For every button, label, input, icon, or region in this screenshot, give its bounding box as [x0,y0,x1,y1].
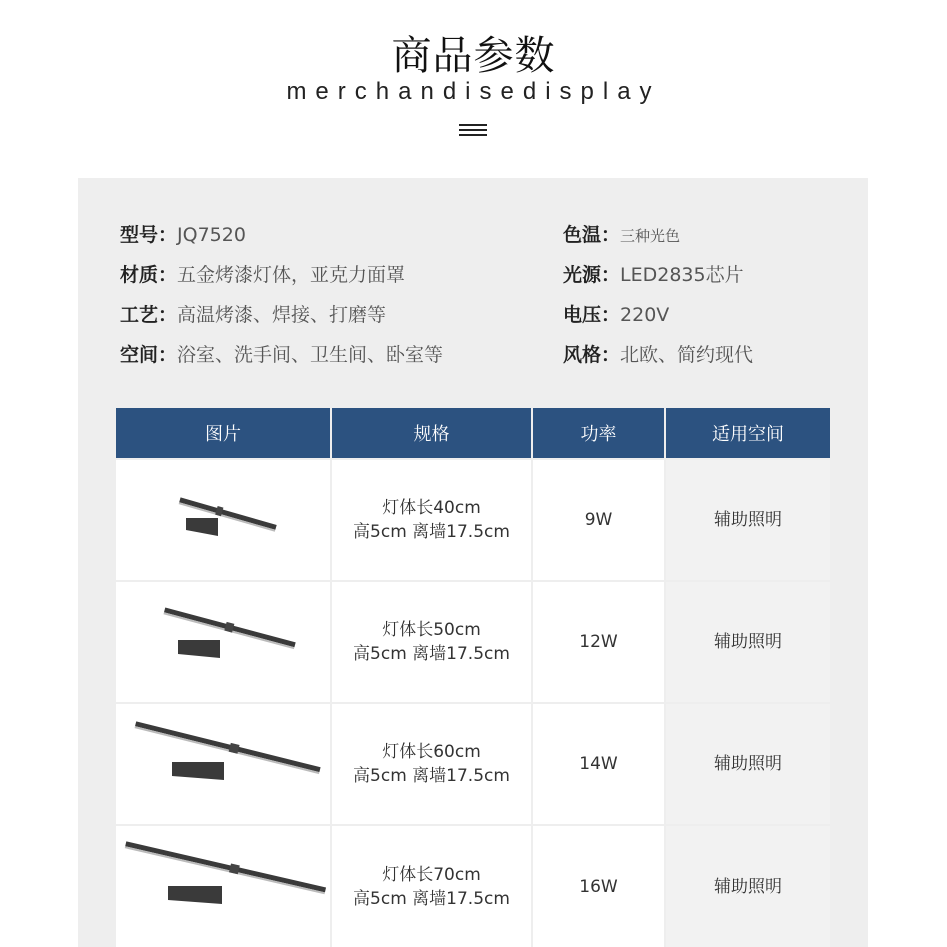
spec-length: 灯体长40cm [382,498,481,518]
spec-value: LED2835芯片 [620,264,744,286]
table-row [332,582,531,702]
power-cell: 9W [533,460,664,580]
spec-label: 光源： [563,264,621,286]
page-subtitle: merchandisedisplay [286,78,661,105]
spec-label: 空间： [120,344,178,366]
spec-label: 材质： [120,264,178,286]
spec-length: 灯体长70cm [382,864,481,885]
lamp-image [116,582,330,702]
spec-value: 五金烤漆灯体，亚克力面罩 [177,264,406,286]
table-row [332,826,531,947]
spec-length: 灯体长60cm [382,742,481,762]
use-cell: 辅助照明 [666,704,830,824]
spec-dims: 高5cm 离墙17.5cm [353,766,510,786]
spec-dims: 高5cm 离墙17.5cm [353,888,510,909]
spec-label: 风格： [563,344,621,366]
spec-value: 高温烤漆、焊接、打磨等 [177,304,387,326]
power-cell: 14W [533,704,664,824]
page-title: 商品参数 [391,33,556,79]
lamp-image [116,460,330,580]
th-power: 功率 [533,408,664,458]
spec-label: 电压： [563,304,621,326]
spec-value: 三种光色 [620,227,681,245]
spec-value: JQ7520 [177,224,246,246]
spec-model [120,220,246,247]
use-cell: 辅助照明 [666,582,830,702]
use-cell: 辅助照明 [666,460,830,580]
lamp-image [116,826,330,947]
spec-light-source [563,260,744,287]
spec-value: 220V [620,304,670,326]
spec-label: 型号： [120,224,178,246]
spec-color-temp [563,220,680,247]
power-cell: 12W [533,582,664,702]
spec-voltage [563,300,669,327]
spec-label: 色温： [563,224,621,246]
spec-craft [120,300,386,327]
spec-label: 工艺： [120,304,178,326]
th-image: 图片 [116,408,330,458]
th-spec: 规格 [332,408,531,458]
use-cell: 辅助照明 [666,826,830,947]
spec-dims: 高5cm 离墙17.5cm [353,644,510,664]
th-space: 适用空间 [666,408,830,458]
table-row [332,460,531,580]
power-cell: 16W [533,826,664,947]
spec-dims: 高5cm 离墙17.5cm [353,522,510,542]
spec-value: 北欧、简约现代 [620,344,754,366]
table-row [332,704,531,824]
menu-icon[interactable] [459,124,487,138]
spec-space [120,340,443,367]
spec-value: 浴室、洗手间、卫生间、卧室等 [177,344,444,366]
lamp-image [116,704,330,824]
spec-length: 灯体长50cm [382,620,481,640]
spec-style [563,340,753,367]
spec-material [120,260,405,287]
